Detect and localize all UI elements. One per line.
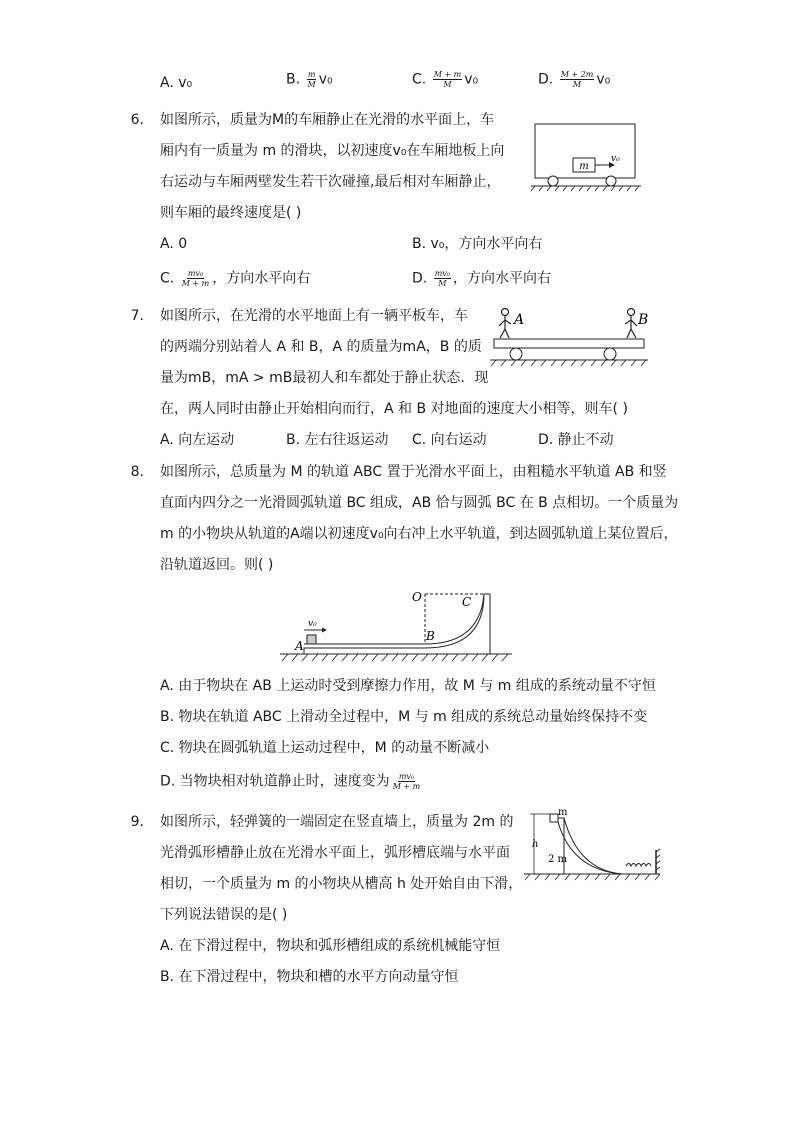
q5-d-denominator: M [572, 80, 582, 89]
slider-block-label: m [579, 161, 589, 172]
small-block [307, 635, 316, 644]
q5-c-denominator: M [443, 80, 452, 89]
velocity-arrowhead [322, 628, 327, 633]
q8-stem-line-3: m 的小物块从轨道的A端以初速度v₀向右冲上水平轨道，到达圆弧轨道上某位置后， [160, 526, 678, 542]
q5-option-c-prefix: C. [412, 71, 427, 88]
q8-option-b: B. 物块在轨道 ABC 上滑动全过程中，M 与 m 组成的系统总动量始终保持不变 [160, 709, 648, 725]
ground-hatching [525, 874, 660, 880]
q8-option-d-fraction [392, 772, 422, 791]
q7-option-a: A. 向左运动 [160, 432, 235, 448]
q9-option-b: B. 在下滑过程中，物块和槽的水平方向动量守恒 [160, 969, 459, 985]
q6-option-a: A. 0 [160, 236, 188, 252]
q5-b-numerator: m [307, 70, 316, 79]
block-m-label: m [558, 807, 568, 818]
q6-option-d [412, 269, 551, 288]
q6-option-d-fraction [434, 269, 451, 288]
point-b-label: B [426, 629, 435, 643]
initial-velocity-label: v₀ [308, 619, 317, 629]
q7-option-b: B. 左右往返运动 [286, 432, 389, 448]
q5-option-b-fraction [307, 70, 317, 89]
height-h-label: h [532, 839, 539, 850]
ground-hatching [282, 654, 508, 661]
q6-wagon-figure [525, 118, 645, 196]
person-a-figure [499, 309, 511, 339]
q7-stem-line-4: 在，两人同时由静止开始相向而行，A 和 B 对地面的速度大小相等，则车( ) [160, 401, 628, 417]
q5-option-d [538, 70, 610, 89]
point-c-label: C [462, 595, 472, 609]
q6-d-numerator: mv₀ [434, 269, 450, 278]
q6-option-c-prefix: C. [160, 270, 175, 287]
point-o-label: O [412, 590, 422, 604]
q6-option-c-suffix: ，方向水平向右 [212, 270, 311, 287]
q8-d-numerator: mv₀ [398, 772, 415, 781]
q5-option-d-prefix: D. [538, 71, 554, 88]
q9-stem-line-3: 相切，一个质量为 m 的小物块从槽高 h 处开始自由下滑， [160, 876, 523, 892]
q5-option-d-fraction [560, 70, 595, 89]
q6-d-denominator: M [438, 279, 447, 288]
q8-d-denominator: M + m [392, 782, 421, 791]
q9-curved-slot-figure [522, 804, 664, 884]
q5-option-b-suffix: v₀ [318, 71, 333, 88]
q9-number: 9. [130, 814, 144, 830]
person-a-label: A [514, 312, 525, 328]
q8-option-d-text: D. 当物块相对轨道静止时，速度变为 [160, 773, 390, 790]
wagon-wheel-left [548, 176, 558, 186]
q6-option-d-suffix: ，方向水平向右 [453, 270, 551, 287]
person-b-figure [625, 309, 637, 339]
q7-flatcar-figure [490, 304, 650, 376]
q7-option-c: C. 向右运动 [412, 432, 487, 448]
q6-c-denominator: M + m [181, 279, 210, 288]
q8-track-figure [278, 586, 514, 666]
ground-hatching [531, 186, 639, 191]
q6-option-d-prefix: D. [412, 270, 428, 287]
q6-stem-line-3: 右运动与车厢两壁发生若干次碰撞,最后相对车厢静止， [160, 174, 501, 190]
q7-number: 7. [130, 308, 144, 324]
q9-stem-line-4: 下列说法错误的是( ) [160, 907, 288, 923]
q7-stem-line-3: 量为mB，mA > mB最初人和车都处于静止状态．现 [160, 370, 489, 386]
q6-number: 6. [130, 112, 144, 128]
q6-stem-line-4: 则车厢的最终速度是( ) [160, 205, 302, 221]
person-b-label: B [638, 312, 649, 328]
q5-b-denominator: M [307, 80, 316, 89]
q5-option-d-suffix: v₀ [596, 71, 611, 88]
q8-option-d [160, 772, 423, 791]
q6-option-c [160, 269, 310, 288]
ground-hatching [491, 360, 646, 366]
point-a-label: A [295, 639, 304, 653]
flatcar-wheel-left [510, 348, 522, 360]
q8-option-c: C. 物块在圆弧轨道上运动过程中，M 的动量不断减小 [160, 740, 490, 756]
track-surface-arc [304, 594, 484, 644]
q5-d-numerator: M + 2m [560, 70, 594, 79]
q6-stem-line-1: 如图所示，质量为M的车厢静止在光滑的水平面上，车 [160, 112, 495, 128]
q5-option-b-prefix: B. [286, 71, 301, 88]
wagon-wheel-right [606, 176, 616, 186]
q5-option-c-fraction [433, 70, 463, 89]
q6-stem-line-2: 厢内有一质量为 m 的滑块，以初速度v₀在车厢地板上向 [160, 143, 505, 159]
q8-stem-line-1: 如图所示，总质量为 M 的轨道 ABC 置于光滑水平面上，由粗糙水平轨道 AB 和竖 [160, 464, 667, 480]
q9-stem-line-1: 如图所示，轻弹簧的一端固定在竖直墙上，质量为 2m 的 [160, 814, 514, 830]
small-block [550, 814, 558, 822]
q5-option-c-suffix: v₀ [464, 71, 479, 88]
q9-option-a: A. 在下滑过程中，物块和弧形槽组成的系统机械能守恒 [160, 938, 501, 954]
flatcar-wheel-right [604, 348, 616, 360]
q7-stem-line-1: 如图所示，在光滑的水平地面上有一辆平板车，车 [160, 308, 468, 324]
q5-option-a: A. v₀ [160, 75, 193, 91]
slot-mass-label: 2 m [548, 854, 568, 865]
q8-stem-line-4: 沿轨道返回。则( ) [160, 557, 274, 573]
q5-c-numerator: M + m [433, 70, 462, 79]
q7-stem-line-2: 的两端分别站着人 A 和 B，A 的质量为mA，B 的质 [160, 339, 482, 355]
spring-coil [626, 864, 651, 867]
q8-option-a: A. 由于物块在 AB 上运动时受到摩擦力作用，故 M 与 m 组成的系统动量不守恒 [160, 678, 656, 694]
q6-option-b: B. v₀，方向水平向右 [412, 236, 543, 252]
q7-option-d: D. 静止不动 [538, 432, 614, 448]
q5-option-c [412, 70, 478, 89]
q8-stem-line-2: 直面内四分之一光滑圆弧轨道 BC 组成，AB 恰与圆弧 BC 在 B 点相切。一个质量为 [160, 495, 679, 511]
q8-number: 8. [130, 464, 144, 480]
q9-stem-line-2: 光滑弧形槽静止放在光滑水平面上，弧形槽底端与水平面 [160, 845, 510, 861]
q6-c-numerator: mv₀ [187, 269, 204, 278]
flatcar-deck [494, 339, 644, 348]
q6-option-c-fraction [181, 269, 211, 288]
velocity-label: v₀ [611, 154, 620, 164]
q5-option-b [286, 70, 333, 89]
